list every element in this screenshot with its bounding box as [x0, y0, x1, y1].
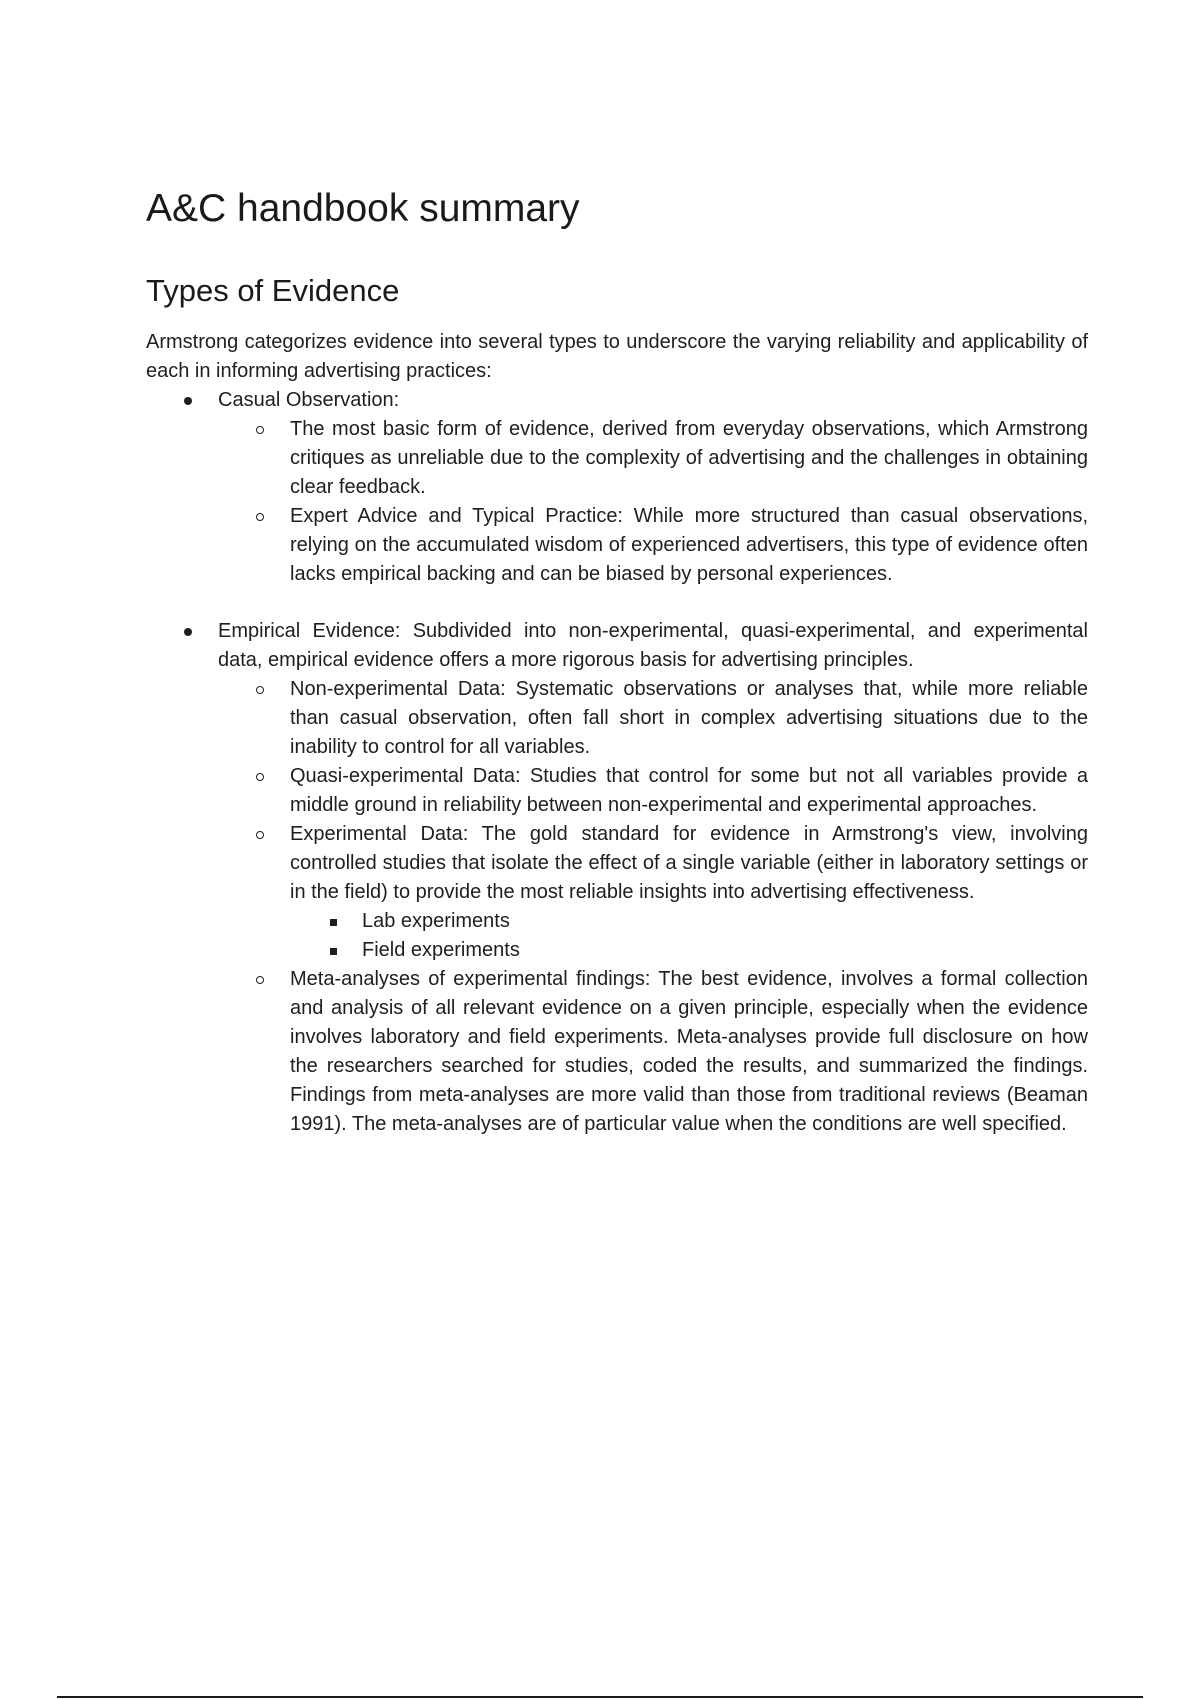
casual-observation-sublist — [218, 415, 1088, 589]
document-title: A&C handbook summary — [146, 187, 580, 230]
list-item: Non-experimental Data: Systematic observations or analyses that, while more reliable than casual observation, often fall short in complex advertising situations due to the inability to control for all variables. — [218, 675, 1088, 762]
list-item: Lab experiments — [290, 907, 1088, 936]
list-item: Expert Advice and Typical Practice: While more structured than casual observations, relying on the accumulated wisdom of experienced advertisers, this type of evidence often lacks empirical backing and can be biased by personal experiences. — [218, 502, 1088, 589]
intro-paragraph: Armstrong categorizes evidence into several types to underscore the varying reliability and applicability of each in informing advertising practices: — [146, 331, 1088, 382]
list-item-empirical-evidence — [146, 617, 1088, 1139]
list-item: The most basic form of evidence, derived from everyday observations, which Armstrong critiques as unreliable due to the complexity of advertising and the challenges in obtaining clear feedback. — [218, 415, 1088, 502]
list-item-text: Empirical Evidence: Subdivided into non-experimental, quasi-experimental, and experimental data, empirical evidence offers a more rigorous basis for advertising principles. — [218, 620, 1088, 671]
list-item-text: Experimental Data: The gold standard for evidence in Armstrong's view, involving controlled studies that isolate the effect of a single variable (either in laboratory settings or in the field) to provide the most reliable insights into advertising effectiveness. — [290, 823, 1088, 903]
page-bottom-rule — [57, 1696, 1143, 1698]
list-item: Field experiments — [290, 936, 1088, 965]
empirical-evidence-sublist — [218, 675, 1088, 1139]
list-item-text: Casual Observation: — [218, 389, 400, 411]
list-item-casual-observation — [146, 386, 1088, 589]
list-item: Meta-analyses of experimental findings: The best evidence, involves a formal collection and analysis of all relevant evidence on a given principle, especially when the evidence involves laboratory and field experiments. Meta-analyses provide full disclosure on how the researchers searched for studies, coded the results, and summarized the findings. Findings from meta-analyses are more valid than those from traditional reviews (Beaman 1991). The meta-analyses are of particular value when the conditions are well specified. — [218, 965, 1088, 1139]
list-item-experimental-data — [218, 820, 1088, 965]
section-heading: Types of Evidence — [146, 273, 400, 308]
document-body — [146, 328, 1088, 1139]
experiment-kinds-list — [290, 907, 1088, 965]
evidence-type-list — [146, 386, 1088, 1139]
list-item: Quasi-experimental Data: Studies that control for some but not all variables provide a middle ground in reliability between non-experimental and experimental approaches. — [218, 762, 1088, 820]
